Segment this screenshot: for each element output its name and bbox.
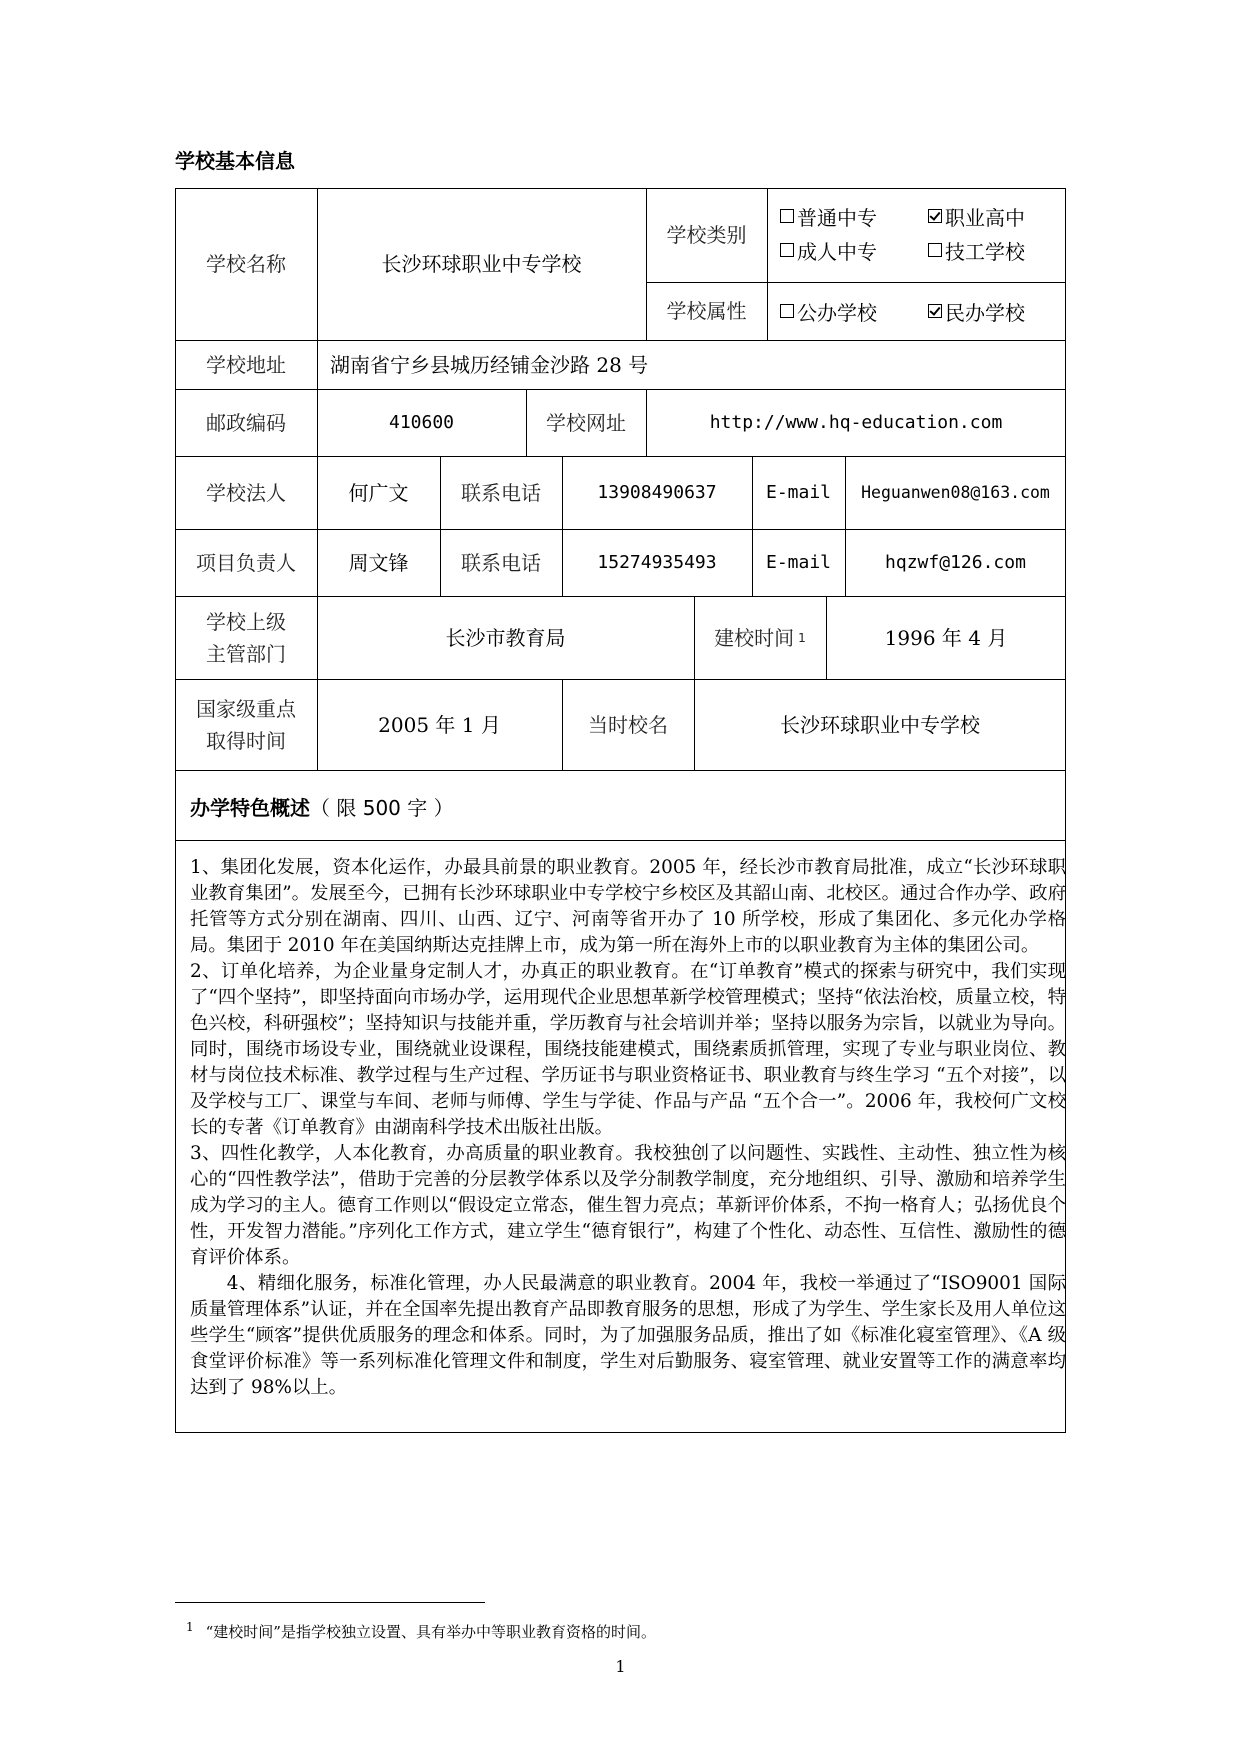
manager-label: 项目负责人 <box>196 550 296 575</box>
founded-value: 1996 年 4 月 <box>884 625 1008 650</box>
features-header <box>190 792 454 821</box>
postcode-value: 410600 <box>388 411 455 433</box>
footnote <box>186 1620 656 1642</box>
former-name-label: 当时校名 <box>588 712 668 737</box>
attribute-option-private[interactable]: 民办学校 <box>928 297 1025 326</box>
website-label: 学校网址 <box>546 410 626 435</box>
category-label: 学校类别 <box>666 223 747 247</box>
authority-label: 学校上级 主管部门 <box>206 609 286 666</box>
manager-phone-label: 联系电话 <box>461 550 541 575</box>
postcode-label: 邮政编码 <box>206 410 286 435</box>
legal-label: 学校法人 <box>206 480 286 505</box>
features-text <box>190 855 1066 1401</box>
manager-name-value: 周文锋 <box>348 550 409 575</box>
former-name-value: 长沙环球职业中专学校 <box>780 712 980 737</box>
footnote-text: “建校时间”是指学校独立设置、具有举办中等职业教育资格的时间。 <box>205 1623 656 1641</box>
attribute-options <box>780 295 1060 327</box>
features-title: 办学特色概述 <box>190 796 310 820</box>
category-option-technical[interactable]: 技工学校 <box>928 236 1025 265</box>
footnote-divider <box>175 1602 485 1603</box>
footnote-mark: 1 <box>186 1620 194 1634</box>
attribute-option-public[interactable]: 公办学校 <box>780 297 928 326</box>
features-paragraph: 4、精细化服务，标准化管理，办人民最满意的职业教育。2004 年，我校一举通过了“ISO9001 国际质量管理体系”认证，并在全国率先提出教育产品即教育服务的思想，形成了为学生、学生家长及用人单位这些学生“顾客”提供优质服务的理念和体系。同时，为了加强服务品质，推出了如《标准化寝室管理》、《A 级食堂评价标准》等一系列标准化管理文件和制度，学生对后勤服务、寝室管理、就业安置等工作的满意率均达到了 98%以上。 <box>190 1273 1066 1398</box>
authority-value: 长沙市教育局 <box>445 625 566 650</box>
legal-email-value[interactable]: Heguanwen08@163.com <box>861 482 1050 502</box>
manager-phone-value: 15274935493 <box>597 551 717 573</box>
attribute-label: 学校属性 <box>666 299 747 323</box>
legal-phone-value: 13908490637 <box>597 481 717 503</box>
checkbox-icon <box>780 243 794 257</box>
checkbox-icon <box>780 209 794 223</box>
features-paragraph: 2、订单化培养，为企业量身定制人才，办真正的职业教育。在“订单教育”模式的探索与研究中，我们实现了“四个坚持”，即坚持面向市场办学，运用现代企业思想革新学校管理模式；坚持“依法治校，质量立校，特色兴校，科研强校”；坚持知识与技能并重，学历教育与社会培训并举；坚持以服务为宗旨，以就业为导向。同时，围绕市场设专业，围绕就业设课程，围绕技能建模式，围绕素质抓管理，实现了专业与职业岗位、教材与岗位技术标准、教学过程与生产过程、学历证书与职业资格证书、职业教育与终生学习 “五个对接”，以及学校与工厂、课堂与车间、老师与师傅、学生与学徒、作品与产品 “五个合一”。2006 年，我校何广文校长的专著《订单教育》由湖南科学技术出版社出版。 <box>190 961 1066 1138</box>
footnote-ref[interactable]: 1 <box>798 630 806 645</box>
checkbox-checked-icon <box>928 304 942 318</box>
school-name-label: 学校名称 <box>206 252 286 276</box>
checkbox-checked-icon <box>928 209 942 223</box>
category-option-general[interactable]: 普通中专 <box>780 202 928 231</box>
key-time-value: 2005 年 1 月 <box>378 712 501 737</box>
legal-phone-label: 联系电话 <box>461 480 541 505</box>
school-name-value: 长沙环球职业中专学校 <box>381 252 582 276</box>
manager-email-label: E-mail <box>765 551 832 573</box>
legal-email-label: E-mail <box>765 481 832 503</box>
address-value: 湖南省宁乡县城历经铺金沙路 28 号 <box>330 352 649 377</box>
checkbox-icon <box>780 304 794 318</box>
legal-name-value: 何广文 <box>348 480 409 505</box>
category-options <box>780 200 1060 276</box>
features-paragraph: 1、集团化发展，资本化运作，办最具前景的职业教育。2005 年，经长沙市教育局批准，成立“长沙环球职业教育集团”。发展至今，已拥有长沙环球职业中专学校宁乡校区及其韶山南、北校区。通过合作办学、政府托管等方式分别在湖南、四川、山西、辽宁、河南等省开办了 10 所学校，形成了集团化、多元化办学格局。集团于 2010 年在美国纳斯达克挂牌上市，成为第一所在海外上市的以职业教育为主体的集团公司。 <box>190 857 1066 956</box>
key-time-label: 国家级重点 取得时间 <box>196 696 296 753</box>
section-title: 学校基本信息 <box>175 149 295 173</box>
page-number: 1 <box>615 1657 626 1676</box>
features-paragraph: 3、四性化教学，人本化教育，办高质量的职业教育。我校独创了以问题性、实践性、主动性、独立性为核心的“四性教学法”，借助于完善的分层教学体系以及学分制教学制度，充分地组织、引导、激励和培养学生成为学习的主人。德育工作则以“假设定立常态，催生智力亮点；革新评价体系，不拘一格育人；弘扬优良个性，开发智力潜能。”序列化工作方式，建立学生“德育银行”，构建了个性化、动态性、互信性、激励性的德育评价体系。 <box>190 1143 1066 1268</box>
manager-email-value[interactable]: hqzwf@126.com <box>885 551 1026 573</box>
features-limit: （ 限 500 字 ） <box>310 796 454 820</box>
website-value[interactable]: http://www.hq-education.com <box>709 411 1003 433</box>
checkbox-icon <box>928 243 942 257</box>
founded-label: 建校时间 1 <box>694 596 826 679</box>
category-option-vocational-high[interactable]: 职业高中 <box>928 202 1025 231</box>
address-label: 学校地址 <box>206 352 286 377</box>
category-option-adult[interactable]: 成人中专 <box>780 236 928 265</box>
